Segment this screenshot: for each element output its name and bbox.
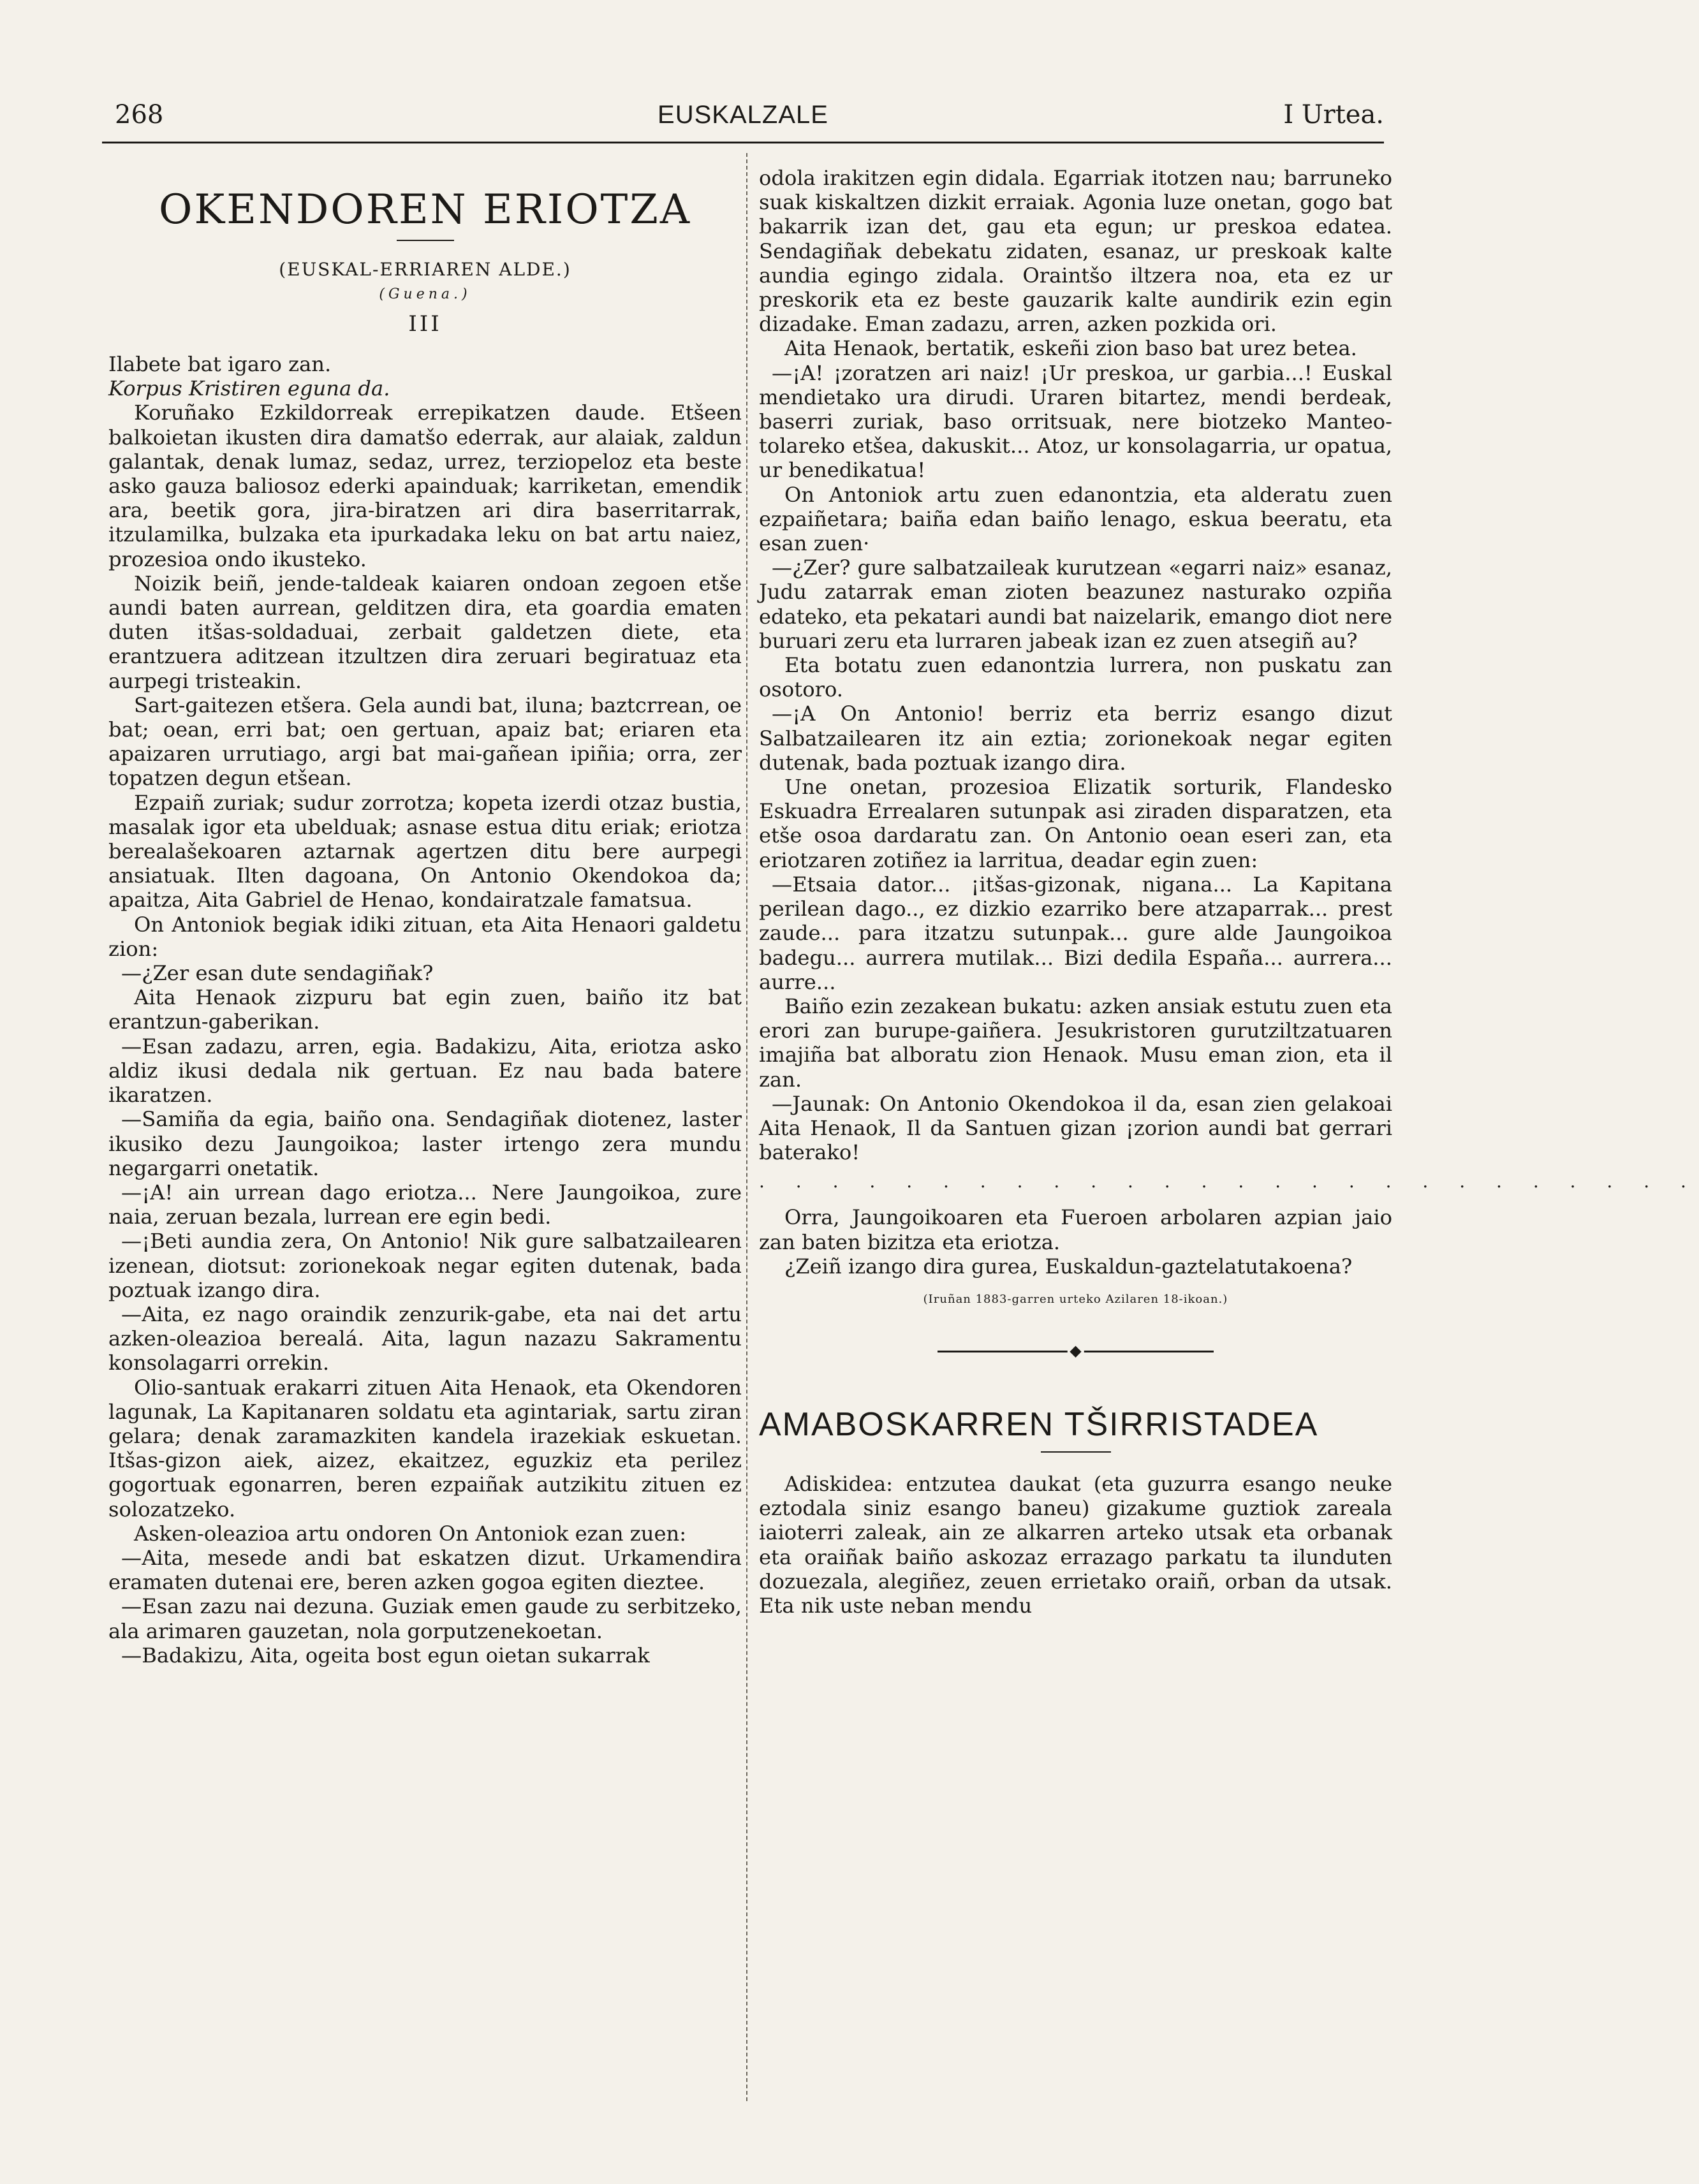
dot-separator: . . . . . . . . . . . . . . . . . . . . . . . . . . <box>759 1171 1699 1192</box>
paragraph: Une onetan, prozesioa Elizatik sorturik, Flandesko Eskuadra Errealaren sutunpak asi ziraden disparatzen, eta etše osoa dardaratu zan. On Antonio oean eseri zan, eta eriotzaren zotiñez ia larritua, deadar egin zuen: <box>759 775 1392 872</box>
article-title: OKENDOREN ERIOTZA <box>158 186 692 233</box>
paragraph: —Aita, ez nago oraindik zenzurik-gabe, eta nai det artu azken-oleazioa berealá. Aita, lagun nazazu Sakramentu konsolagarri orrekin. <box>108 1301 742 1375</box>
right-text <box>759 166 1392 1164</box>
left-text <box>108 352 742 1667</box>
paragraph: Koruñako Ezkildorreak errepikatzen daude. Etšeen balkoietan ikusten dira damatšo ederrak, aur alaiak, zaldun galantak, denak lumaz, sedaz, urrez, terziopeloz eta beste asko gauza baliosoz ederki apainduak; karriketan, emendik ara, beetik gora, jira-biratzen ari dira baserritarrak, itzulamilka, bulzaka eta ipurkadaka leku on bat artu naiez, prozesioa ondo ikusteko. <box>108 400 742 571</box>
right-column <box>759 166 1699 1618</box>
header-rule <box>102 142 1384 143</box>
paragraph: —¡A! ain urrean dago eriotza... Nere Jaungoikoa, zure naia, zeruan bezala, lurrean ere egin bedi. <box>108 1180 742 1229</box>
article2-title: AMABOSKARREN TŠIRRISTADEA <box>759 1405 1319 1443</box>
paragraph: odola irakitzen egin didala. Egarriak itotzen nau; barruneko suak kiskaltzen dizkit erraiak. Agonia luze onetan, gogo bat bakarrik izan det, gau eta egun; ur preskoa edatea. Sendagiñak debekatu zidaten, esanaz, ur preskoak kalte aundia egingo zidala. Oraintšo iltzera noa, eta ez ur preskorik eta ez beste gauzarik kalte aundirik ezin egin dizadake. Eman zadazu, arren, azken pozkida ori. <box>759 166 1392 337</box>
paragraph: Noizik beiñ, jende-taldeak kaiaren ondoan zegoen etše aundi baten aurrean, gelditzen dira, eta goardia ematen duten itšas-soldaduai, zerbait galdetzen diete, eta erantzuera aditzean itzultzen dira zeruari begiratuaz eta aurpegi tristeakin. <box>108 571 742 693</box>
closing-text <box>759 1205 1392 1279</box>
volume-label: I Urtea. <box>1283 100 1384 129</box>
paragraph: —¿Zer esan dute sendagiñak? <box>121 961 434 986</box>
article-subtitle-2: (Guena.) <box>379 286 471 302</box>
title-rule <box>397 240 454 241</box>
paragraph: Korpus Kristiren eguna da. <box>108 376 390 401</box>
paragraph: Aita Henaok zizpuru bat egin zuen, baiño itz bat erantzun-gaberikan. <box>108 985 742 1034</box>
paragraph: —¡Beti aundia zera, On Antonio! Nik gure salbatzailearen izenean, diotsut: zorionekoak negar egiten dutenak, bada poztuak izango dira. <box>108 1229 742 1302</box>
paragraph: —Aita, mesede andi bat eskatzen dizut. Urkamendira eramaten dutenai ere, beren azken gogoa egiten dieztee. <box>108 1545 742 1595</box>
paragraph: —Esan zadazu, arren, egia. Badakizu, Aita, eriotza asko aldiz ikusi dedala nik gertuan. Ez nau bada batere ikaratzen. <box>108 1034 742 1108</box>
paragraph: Adiskidea: entzutea daukat (eta guzurra esango neuke eztodala siniz esango baneu) gizakume guztiok zareala iaioterri zaleak, ain ze alkarren arteko utsak eta orbanak eta oraiñak baiño askozaz errazago parkatu ta ilunduten dozuezala, alegiñez, zeuen errietako oraiñ, orban da utsak. Eta nik uste neban mendu <box>759 1471 1392 1618</box>
paragraph: —Etsaia dator... ¡itšas-gizonak, nigana... La Kapitana perilean dago.., ez dizkio ezarriko bere atzaparrak... prest zaude... para itzatzu sutunpak... gure alde Jaungoikoa badegu... aurrera mutilak... Bizi dedila España... aurrera... aurre... <box>759 872 1392 994</box>
left-column <box>108 171 742 1667</box>
paragraph: —¡A On Antonio! berriz eta berriz esango dizut Salbatzailearen itz ain eztia; zorionekoak negar egiten dutenak, bada poztuak izango dira. <box>759 701 1392 775</box>
paragraph: ¿Zeiñ izango dira gurea, Euskaldun-gaztelatutakoena? <box>784 1254 1353 1279</box>
article2-text <box>759 1472 1392 1618</box>
paragraph: —Badakizu, Aita, ogeita bost egun oietan sukarrak <box>121 1643 650 1667</box>
paragraph: Sart-gaitezen etšera. Gela aundi bat, iluna; baztcrrean, oe bat; oean, erri bat; oen gertuan, apaiz bat; eriaren eta apaizaren urrutiago, argi bat mai-gañean ipiñia; orra, zer topatzen degun etšean. <box>108 693 742 791</box>
paragraph: Eta botatu zuen edanontzia lurrera, non puskatu zan osotoro. <box>759 653 1392 702</box>
page-number: 268 <box>115 100 164 129</box>
paragraph: —Jaunak: On Antonio Okendokoa il da, esan zien gelakoai Aita Henaok, Il da Santuen gizan ¡zorion aundi bat gerrari baterako! <box>759 1091 1392 1165</box>
paragraph: —¿Zer? gure salbatzaileak kurutzean «egarri naiz» esanaz, Judu zatarrak eman zioten beazunez nasturako ozpiña edateko, eta pekatari aundi bat naizelarik, emango diot nere buruari zeru eta lurraren jabeak izan ez zuen atsegiñ au? <box>759 555 1392 653</box>
paragraph: —Esan zazu nai dezuna. Guziak emen gaude zu serbitzeko, ala arimaren gauzetan, nola gorputzenekoetan. <box>108 1594 742 1643</box>
paragraph: Ezpaiñ zuriak; sudur zorrotza; kopeta izerdi otzaz bustia, masalak igor eta ubelduak; asnase estua ditu eriak; eriotza berealašekoaren aztarnak agertzen ditu bere aurpegi ansiatuak. Ilten dagoana, On Antonio Okendokoa da; apaitza, Aita Gabriel de Henao, kondairatzale famatsua. <box>108 790 742 912</box>
paragraph: Ilabete bat igaro zan. <box>108 352 332 376</box>
paragraph: On Antoniok begiak idiki zituan, eta Aita Henaori galdetu zion: <box>108 912 742 961</box>
paragraph: Aita Henaok, bertatik, eskeñi zion baso bat urez betea. <box>784 336 1357 361</box>
paragraph: Asken-oleazioa artu ondoren On Antoniok ezan zuen: <box>134 1521 687 1546</box>
paragraph: —¡A! ¡zoratzen ari naiz! ¡Ur preskoa, ur garbia...! Euskal mendietako ura dirudi. Uraren bitartez, mendi berdeak, baserri zuriak, baso orritsuak, nere biotzeko Manteo-tolareko etšea, dakuskit... Atoz, ur konsolagarria, ur opatua, ur benedikatua! <box>759 360 1392 483</box>
paragraph: Baiño ezin zezakean bukatu: azken ansiak estutu zuen eta erori zan burupe-gaiñera. Jesukristoren gurutziltzatuaren imajiña bat alboratu zion Henaok. Musu eman zion, eta il zan. <box>759 993 1392 1092</box>
paragraph: Olio-santuak erakarri zituen Aita Henaok, eta Okendoren lagunak, La Kapitanaren soldatu eta agintariak, sartu ziran gelara; denak zaramazkiten kandela irazekiak eskuetan. Itšas-gizon aiek, aizez, ekaitzez, eguzkiz eta perilez gogortuak egonarren, beren ezpaiñak autzikitu zituen ez solozatzeko. <box>108 1375 742 1521</box>
chapter-number: III <box>408 311 442 337</box>
article-subtitle: (EUSKAL-ERRIAREN ALDE.) <box>279 259 571 280</box>
article2-title-rule <box>1041 1451 1111 1453</box>
paragraph: —Samiña da egia, baiño ona. Sendagiñak diotenez, laster ikusiko dezu Jaungoikoa; laster irtengo zera mundu negargarri onetatik. <box>108 1107 742 1180</box>
column-divider <box>746 153 747 2101</box>
ornament-icon: ◆ <box>1067 1343 1084 1358</box>
date-footnote: (Iruñan 1883-garren urteko Azilaren 18-ikoan.) <box>923 1292 1228 1306</box>
paragraph: On Antoniok artu zuen edanontzia, eta alderatu zuen ezpaiñetara; baiña edan baiño lenago, eskua beeratu, eta esan zuen· <box>759 482 1392 556</box>
paragraph: Orra, Jaungoikoaren eta Fueroen arbolaren azpian jaio zan baten bizitza eta eriotza. <box>759 1205 1392 1254</box>
ornament-divider <box>759 1342 1392 1361</box>
page-header <box>102 96 1384 134</box>
journal-title: EUSKALZALE <box>658 101 828 129</box>
